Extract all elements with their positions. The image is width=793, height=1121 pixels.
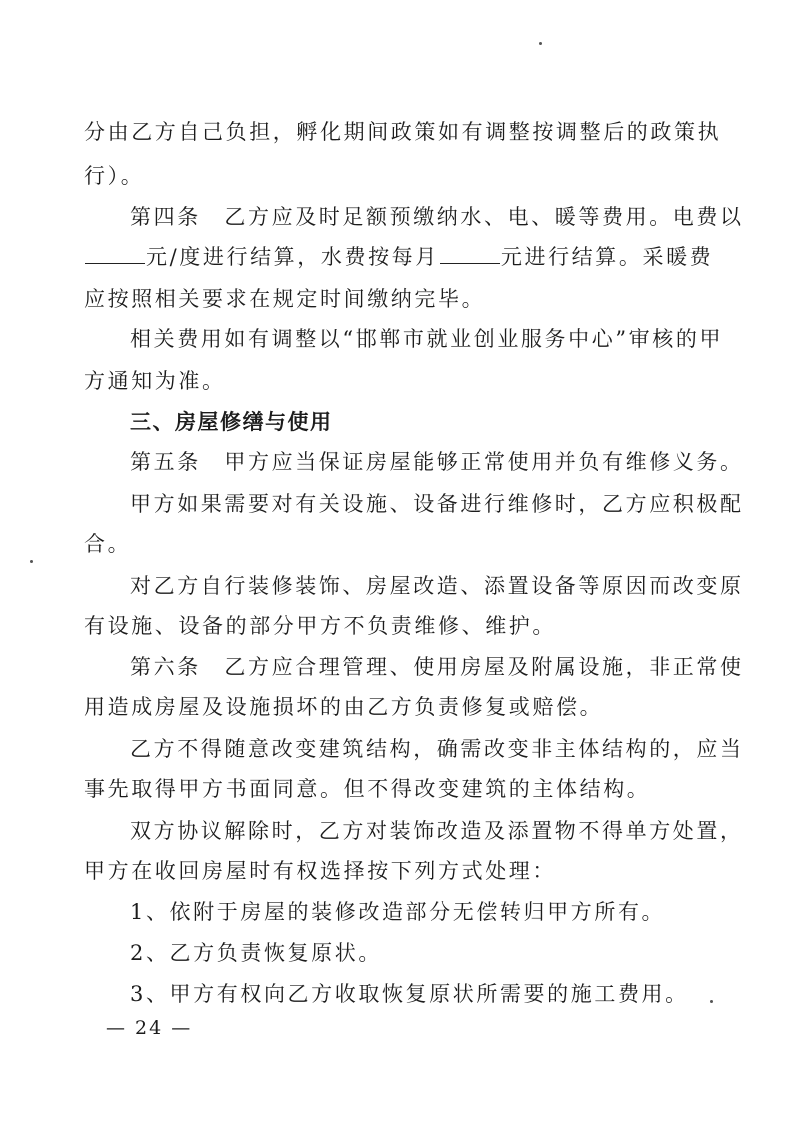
scan-speck: [710, 1000, 713, 1003]
paragraph-line: 对乙方自行装修装饰、房屋改造、添置设备等原因而改变原: [130, 574, 744, 598]
article-5-line: 第五条 甲方应当保证房屋能够正常使用并负有维修义务。: [130, 450, 744, 474]
fee-text-b: 元进行结算。采暖费: [500, 245, 714, 269]
paragraph-line: 方通知为准。: [84, 369, 226, 393]
fee-text-a: 元/度进行结算，水费按每月: [146, 245, 439, 269]
paragraph-line: 合。: [84, 532, 132, 556]
paragraph-line: 相关费用如有调整以“邯郸市就业创业服务中心”审核的甲: [130, 327, 724, 351]
article-6-line: 第六条 乙方应合理管理、使用房屋及附属设施，非正常使: [130, 655, 744, 679]
electricity-rate-blank: [85, 243, 145, 264]
section-heading: 三、房屋修缮与使用: [130, 410, 333, 434]
scan-speck: [30, 560, 33, 563]
paragraph-line: 应按照相关要求在规定时间缴纳完毕。: [84, 287, 486, 311]
list-item: 2、乙方负责恢复原状。: [130, 941, 382, 965]
water-fee-blank: [440, 243, 500, 264]
list-item: 3、甲方有权向乙方收取恢复原状所需要的施工费用。: [130, 982, 689, 1006]
list-item: 1、依附于房屋的装修改造部分无偿转归甲方所有。: [130, 900, 666, 924]
article-4-line: 第四条 乙方应及时足额预缴纳水、电、暖等费用。电费以: [130, 205, 744, 229]
paragraph-line: 事先取得甲方书面同意。但不得改变建筑的主体结构。: [84, 777, 651, 801]
paragraph-line: 甲方如果需要对有关设施、设备进行维修时，乙方应积极配: [130, 492, 744, 516]
paragraph-line: 分由乙方自己负担，孵化期间政策如有调整按调整后的政策执: [84, 120, 722, 144]
article-4-fee-line: [84, 243, 713, 271]
paragraph-line: 乙方不得随意改变建筑结构，确需改变非主体结构的，应当: [130, 737, 744, 761]
paragraph-line: 双方协议解除时，乙方对装饰改造及添置物不得单方处置，: [130, 819, 744, 843]
page-number: — 24 —: [106, 1017, 193, 1039]
paragraph-line: 用造成房屋及设施损坏的由乙方负责修复或赔偿。: [84, 695, 604, 719]
paragraph-line: 行）。: [84, 164, 145, 188]
paragraph-line: 有设施、设备的部分甲方不负责维修、维护。: [84, 614, 556, 638]
scan-speck: [539, 42, 542, 45]
paragraph-line: 甲方在收回房屋时有权选择按下列方式处理：: [84, 859, 556, 883]
